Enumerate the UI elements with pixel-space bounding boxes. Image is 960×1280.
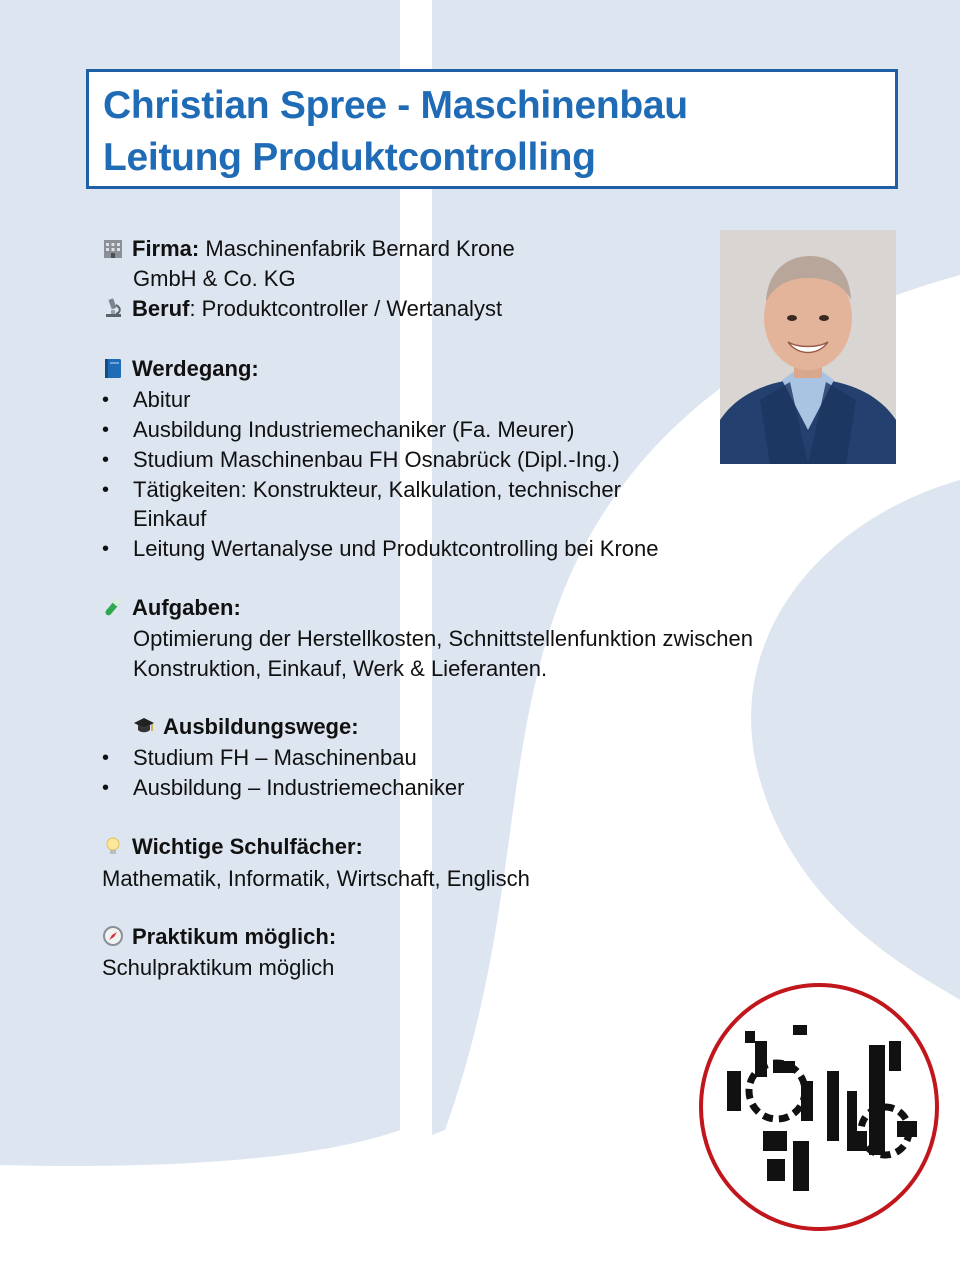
microscope-icon (102, 297, 124, 319)
werdegang-item: Abitur (133, 387, 191, 412)
schulfaecher-heading-row (102, 832, 363, 862)
bullet-marker: • (102, 449, 110, 471)
firma-value: Maschinenfabrik Bernard Krone (199, 236, 515, 261)
aufgaben-text-line-1: Optimierung der Herstellkosten, Schnittstellenfunktion zwischen (133, 626, 753, 651)
bullet-marker: • (102, 777, 110, 799)
school-logo (697, 981, 941, 1233)
beruf-value: : Produktcontroller / Wertanalyst (189, 296, 503, 321)
praktikum-heading: Praktikum möglich: (132, 924, 337, 949)
ausbildungswege-heading-row (133, 712, 359, 742)
firma-label: Firma: (132, 236, 200, 261)
werdegang-item: Tätigkeiten: Konstrukteur, Kalkulation, technischer (133, 477, 621, 502)
background-shape-right (751, 480, 960, 1000)
ausbildungsweg-item: Studium FH – Maschinenbau (133, 745, 417, 770)
ausbildungsweg-item: Ausbildung – Industriemechaniker (133, 775, 465, 800)
werdegang-item: Ausbildung Industriemechaniker (Fa. Meurer) (133, 417, 575, 442)
werdegang-item-continued: Einkauf (133, 506, 207, 531)
compass-icon (102, 925, 124, 947)
firma-value-continued: GmbH & Co. KG (133, 266, 296, 291)
beruf-row (102, 294, 502, 324)
graduation-cap-icon (133, 715, 155, 737)
aufgaben-text-line-2: Konstruktion, Einkauf, Werk & Lieferanten. (133, 656, 548, 681)
bullet-marker: • (102, 389, 110, 411)
title-box (86, 69, 898, 189)
page-subtitle: Leitung Produktcontrolling (103, 136, 596, 179)
blue-book-icon (102, 357, 124, 379)
beruf-label: Beruf (132, 296, 190, 321)
firma-row (102, 234, 515, 264)
aufgaben-heading: Aufgaben: (132, 595, 241, 620)
ausbildungswege-heading: Ausbildungswege: (163, 714, 359, 739)
bullet-marker: • (102, 538, 110, 560)
test-tube-icon (102, 596, 124, 618)
werdegang-heading-row (102, 354, 259, 384)
page-title: Christian Spree - Maschinenbau (103, 84, 688, 127)
schulfaecher-heading: Wichtige Schulfächer: (132, 834, 363, 859)
werdegang-heading: Werdegang: (132, 356, 259, 381)
werdegang-item: Studium Maschinenbau FH Osnabrück (Dipl.-Ing.) (133, 447, 620, 472)
bullet-marker: • (102, 747, 110, 769)
schulfaecher-value: Mathematik, Informatik, Wirtschaft, Englisch (102, 866, 530, 891)
office-building-icon (102, 237, 124, 259)
praktikum-heading-row (102, 922, 336, 952)
bullet-marker: • (102, 479, 110, 501)
portrait-photo (720, 230, 896, 464)
bullet-marker: • (102, 419, 110, 441)
light-bulb-icon (102, 835, 124, 857)
praktikum-value: Schulpraktikum möglich (102, 955, 335, 980)
aufgaben-heading-row (102, 593, 241, 623)
werdegang-item: Leitung Wertanalyse und Produktcontrolling bei Krone (133, 536, 659, 561)
